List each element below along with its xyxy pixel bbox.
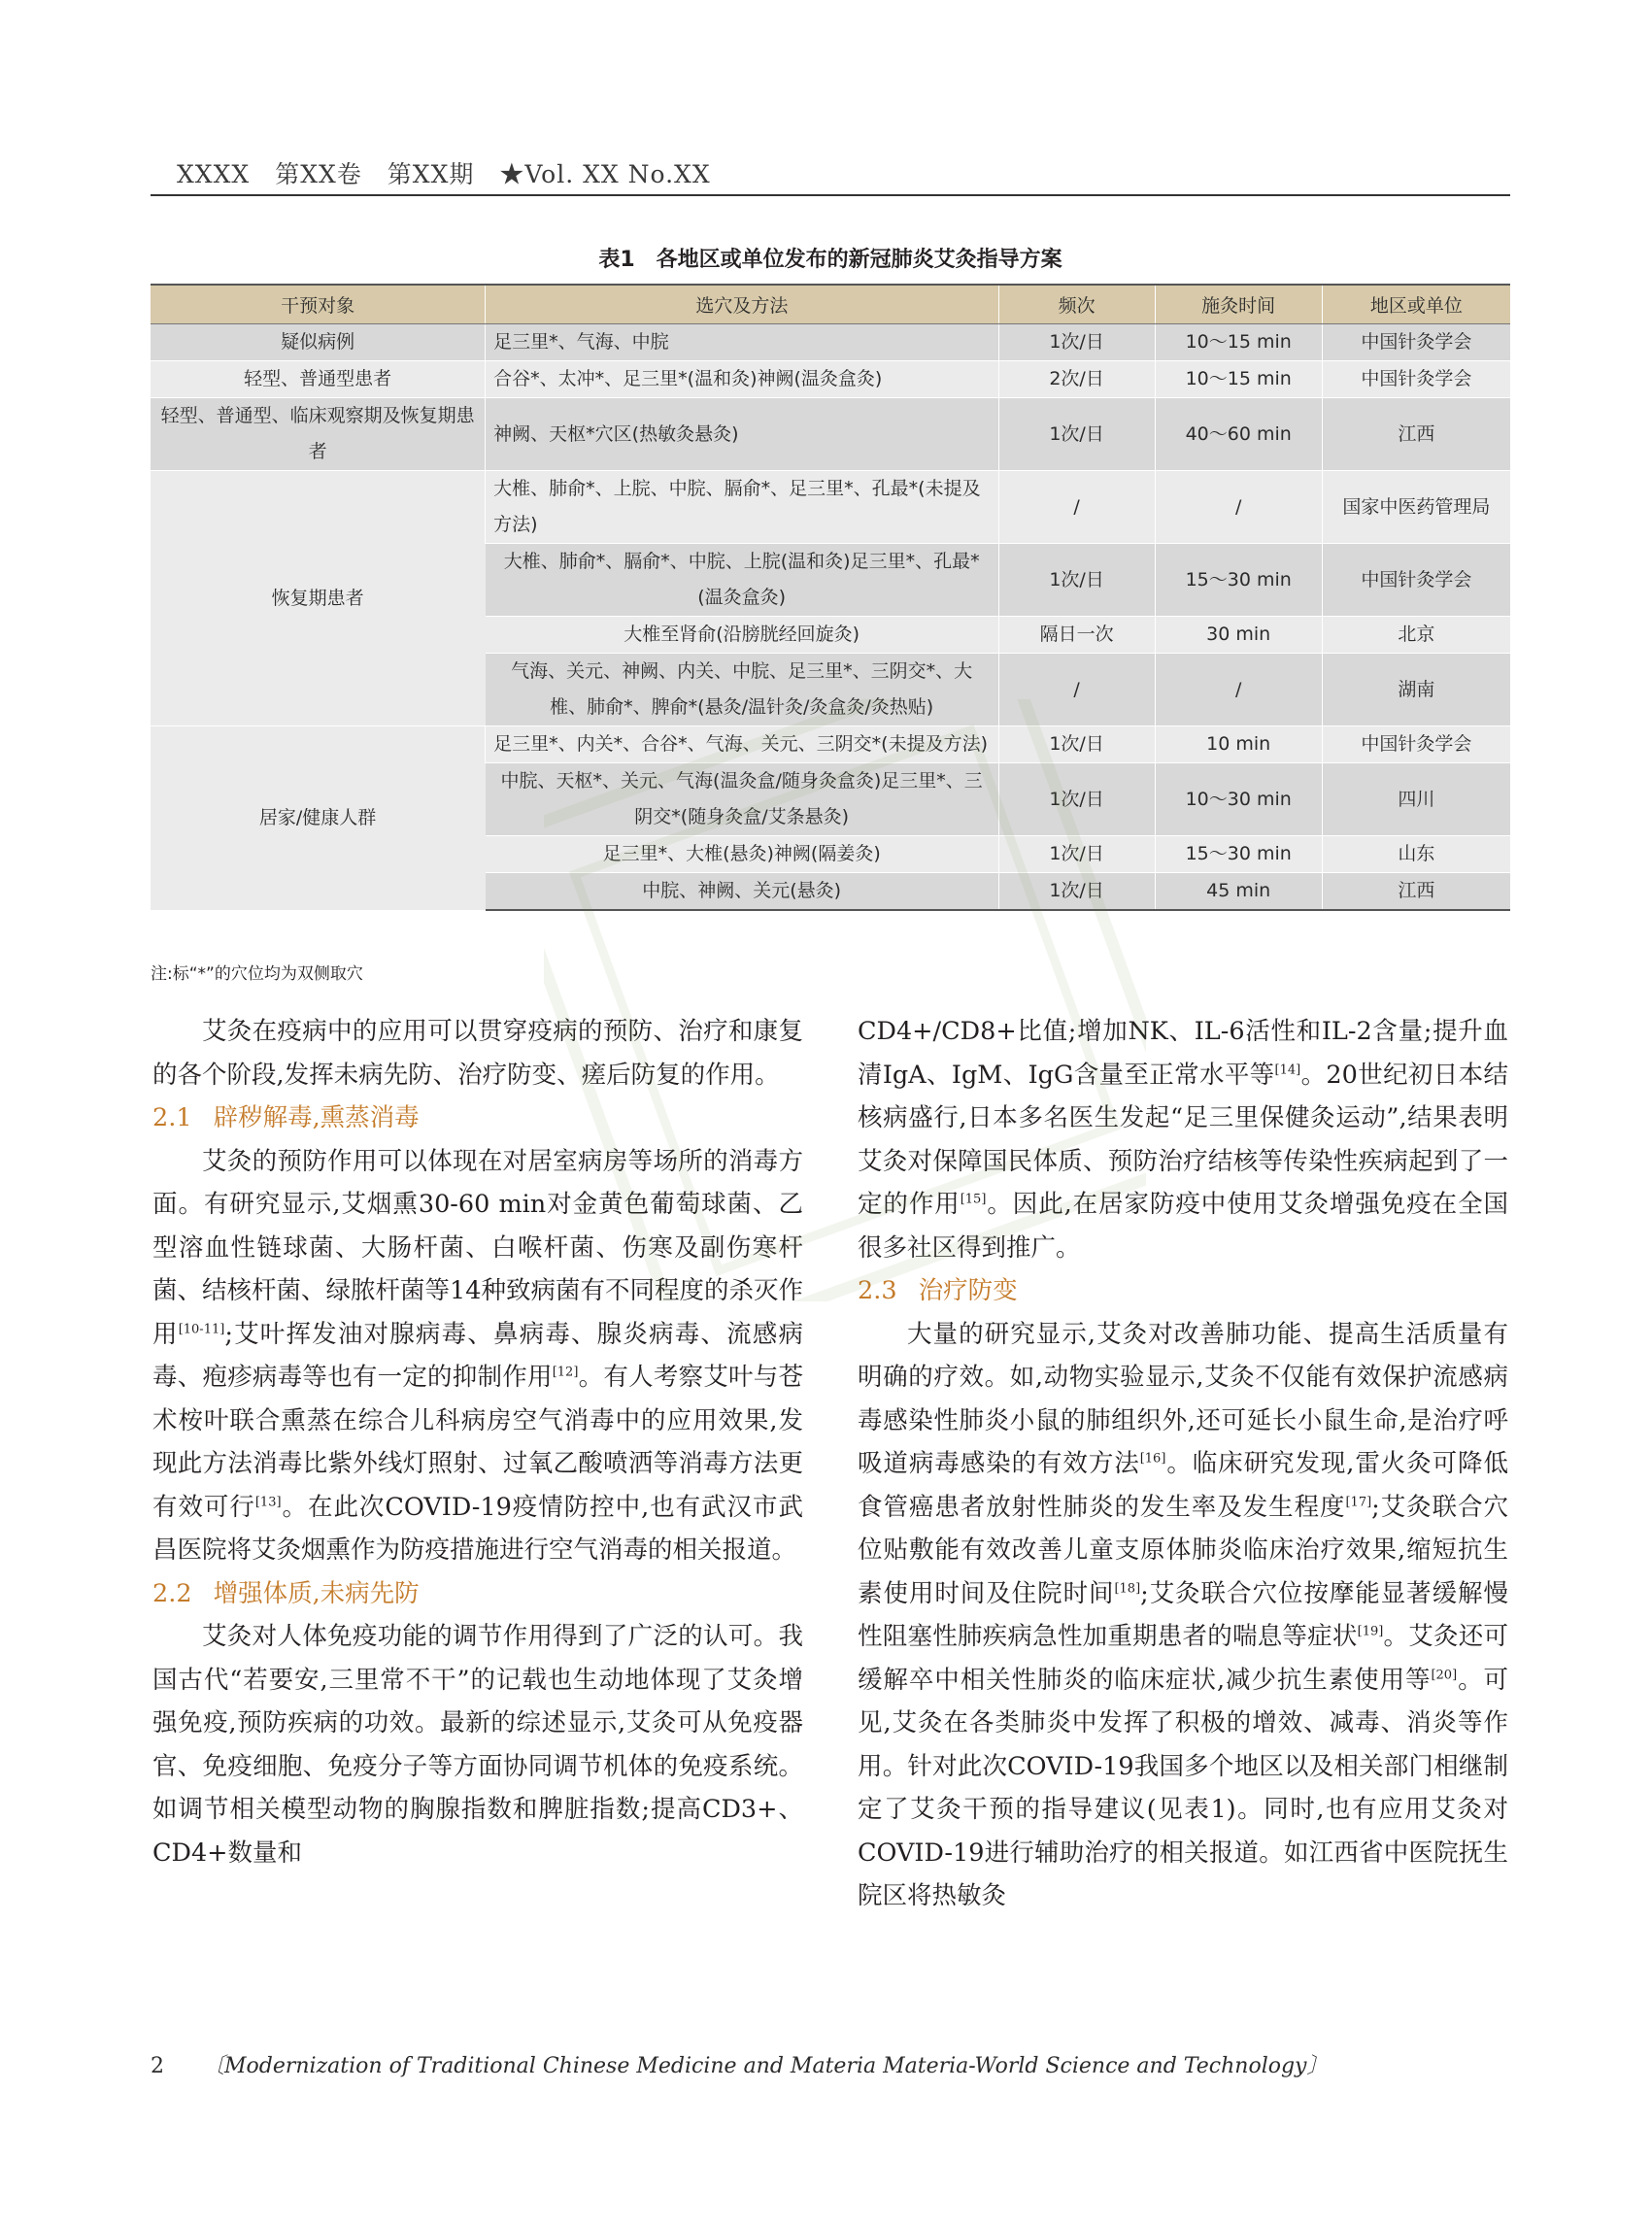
cell-frequency: 1次/日 (998, 873, 1155, 911)
right-column (858, 1010, 1508, 1918)
text-run: CD4+/CD8+比值;增加NK、IL-6活性和IL-2含量;提升血清IgA、IgM、IgG含量至正常水平等 (858, 1017, 1508, 1090)
cell-region: 中国针灸学会 (1322, 324, 1510, 361)
table-caption: 表1 各地区或单位发布的新冠肺炎艾灸指导方案 (598, 248, 1062, 272)
text-run: 。艾灸还可缓解卒中相关性肺炎的临床症状,减少抗生素使用等 (858, 1622, 1508, 1695)
section-heading-2-3 (858, 1269, 1508, 1313)
citation: [10-11] (178, 1322, 225, 1336)
citation: [13] (254, 1495, 282, 1509)
page-footer (151, 2049, 1328, 2079)
citation: [17] (1345, 1495, 1372, 1509)
table-row (151, 324, 1510, 361)
cell-method: 大椎、肺俞*、膈俞*、中脘、上脘(温和灸)足三里*、孔最*(温灸盒灸) (486, 544, 999, 617)
cell-target: 疑似病例 (151, 324, 486, 361)
table-row (151, 471, 1510, 544)
cell-frequency: 隔日一次 (998, 617, 1155, 654)
cell-method: 神阙、天枢*穴区(热敏灸悬灸) (486, 398, 999, 471)
cell-frequency: 1次/日 (998, 836, 1155, 873)
section-title: 增强体质,未病先防 (213, 1578, 420, 1608)
page-number: 2 (151, 2054, 164, 2078)
cell-duration: / (1155, 471, 1322, 544)
text-run: 。20世纪初日本结核病盛行,日本多名医生发起“足三里保健灸运动”,结果表明艾灸对保障国民体质、预防治疗结核等传染性疾病起到了一定的作用 (858, 1060, 1508, 1219)
cell-target: 居家/健康人群 (151, 726, 486, 911)
cell-duration: 15～30 min (1155, 544, 1322, 617)
table-note: 注:标“*”的穴位均为双侧取穴 (151, 964, 363, 984)
section-number: 2.1 (152, 1103, 192, 1132)
citation: [14] (1274, 1062, 1301, 1077)
left-column (152, 1010, 803, 1874)
section-heading-2-2 (152, 1572, 803, 1616)
cell-region: 江西 (1322, 398, 1510, 471)
section-title: 治疗防变 (918, 1276, 1018, 1305)
cell-region: 北京 (1322, 617, 1510, 654)
cell-region: 国家中医药管理局 (1322, 471, 1510, 544)
paragraph-2-2: 艾灸对人体免疫功能的调节作用得到了广泛的认可。我国古代“若要安,三里常不干”的记载也生动地体现了艾灸增强免疫,预防疾病的功效。最新的综述显示,艾灸可从免疫器官、免疫细胞、免疫分子等方面协同调节机体的免疫系统。如调节相关模型动物的胸腺指数和脾脏指数;提高CD3+、CD4+数量和 (152, 1622, 803, 1868)
text-run: ;艾灸联合穴位贴敷能有效改善儿童支原体肺炎临床治疗效果,缩短抗生素使用时间及住院时间 (858, 1492, 1508, 1608)
table-row (151, 726, 1510, 763)
cell-method: 大椎、肺俞*、上脘、中脘、膈俞*、足三里*、孔最*(未提及方法) (486, 471, 999, 544)
table-row (151, 398, 1510, 471)
text-run: 大量的研究显示,艾灸对改善肺功能、提高生活质量有明确的疗效。如,动物实验显示,艾灸不仅能有效保护流感病毒感染性肺炎小鼠的肺组织外,还可延长小鼠生命,是治疗呼吸道病毒感染的有效方法 (858, 1319, 1508, 1478)
cell-frequency: 1次/日 (998, 726, 1155, 763)
cell-duration: 10～30 min (1155, 763, 1322, 836)
cell-duration: / (1155, 654, 1322, 726)
header-rule (151, 194, 1510, 196)
text-run: 艾灸的预防作用可以体现在对居室病房等场所的消毒方面。有研究显示,艾烟熏30-60 min对金黄色葡萄球菌、乙型溶血性链球菌、大肠杆菌、白喉杆菌、伤寒及副伤寒杆菌、结核杆菌、绿脓杆菌等14种致病菌有不同程度的杀灭作用 (152, 1146, 803, 1349)
cell-frequency: 1次/日 (998, 324, 1155, 361)
cell-region: 中国针灸学会 (1322, 726, 1510, 763)
cell-duration: 45 min (1155, 873, 1322, 911)
paragraph-2-2-cont (858, 1010, 1508, 1269)
table-header-row (151, 285, 1510, 324)
text-run: 。因此,在居家防疫中使用艾灸增强免疫在全国很多社区得到推广。 (858, 1190, 1508, 1263)
cell-region: 江西 (1322, 873, 1510, 911)
text-run: ;艾叶挥发油对腺病毒、鼻病毒、腺炎病毒、流感病毒、疱疹病毒等也有一定的抑制作用 (152, 1319, 803, 1392)
col-header-method: 选穴及方法 (486, 285, 999, 324)
cell-frequency: 1次/日 (998, 398, 1155, 471)
cell-region: 四川 (1322, 763, 1510, 836)
cell-region: 湖南 (1322, 654, 1510, 726)
cell-region: 中国针灸学会 (1322, 544, 1510, 617)
cell-region: 中国针灸学会 (1322, 361, 1510, 398)
text-run: 。有人考察艾叶与苍术桉叶联合熏蒸在综合儿科病房空气消毒中的应用效果,发现此方法消毒比紫外线灯照射、过氧乙酸喷洒等消毒方法更有效可行 (152, 1363, 803, 1522)
cell-region: 山东 (1322, 836, 1510, 873)
citation: [12] (552, 1365, 579, 1380)
section-heading-2-1 (152, 1096, 803, 1140)
cell-method: 足三里*、气海、中脘 (486, 324, 999, 361)
cell-method: 中脘、神阙、关元(悬灸) (486, 873, 999, 911)
cell-duration: 40～60 min (1155, 398, 1322, 471)
cell-method: 足三里*、内关*、合谷*、气海、关元、三阴交*(未提及方法) (486, 726, 999, 763)
cell-method: 足三里*、大椎(悬灸)神阙(隔姜灸) (486, 836, 999, 873)
cell-duration: 30 min (1155, 617, 1322, 654)
col-header-frequency: 频次 (998, 285, 1155, 324)
paragraph-2-3 (858, 1313, 1508, 1918)
text-run: 。临床研究发现,雷火灸可降低食管癌患者放射性肺炎的发生率及发生程度 (858, 1449, 1508, 1522)
cell-frequency: 1次/日 (998, 763, 1155, 836)
citation: [16] (1139, 1451, 1166, 1467)
cell-duration: 10～15 min (1155, 324, 1322, 361)
citation: [15] (960, 1192, 987, 1207)
citation: [18] (1114, 1581, 1141, 1596)
intro-paragraph: 艾灸在疫病中的应用可以贯穿疫病的预防、治疗和康复的各个阶段,发挥未病先防、治疗防变、瘥后防复的作用。 (152, 1017, 803, 1090)
cell-target: 轻型、普通型患者 (151, 361, 486, 398)
col-header-region: 地区或单位 (1322, 285, 1510, 324)
cell-frequency: 2次/日 (998, 361, 1155, 398)
cell-method: 合谷*、太冲*、足三里*(温和灸)神阙(温灸盒灸) (486, 361, 999, 398)
citation: [19] (1357, 1624, 1384, 1639)
cell-method: 大椎至肾俞(沿膀胱经回旋灸) (486, 617, 999, 654)
cell-method: 中脘、天枢*、关元、气海(温灸盒/随身灸盒灸)足三里*、三阴交*(随身灸盒/艾条悬灸) (486, 763, 999, 836)
text-run: 。在此次COVID-19疫情防控中,也有武汉市武昌医院将艾灸烟熏作为防疫措施进行空气消毒的相关报道。 (152, 1492, 803, 1565)
running-head: XXXX 第XX卷 第XX期 ★Vol. XX No.XX (177, 160, 711, 188)
col-header-duration: 施灸时间 (1155, 285, 1322, 324)
cell-duration: 15～30 min (1155, 836, 1322, 873)
cell-duration: 10～15 min (1155, 361, 1322, 398)
text-run: 。可见,艾灸在各类肺炎中发挥了积极的增效、减毒、消炎等作用。针对此次COVID-19我国多个地区以及相关部门相继制定了艾灸干预的指导建议(见表1)。同时,也有应用艾灸对COVID-19进行辅助治疗的相关报道。如江西省中医院抚生院区将热敏灸 (858, 1665, 1508, 1910)
citation: [20] (1431, 1668, 1458, 1682)
table-row (151, 361, 1510, 398)
cell-duration: 10 min (1155, 726, 1322, 763)
cell-frequency: / (998, 471, 1155, 544)
section-number: 2.3 (858, 1276, 897, 1305)
journal-name: 〔Modernization of Traditional Chinese Medicine and Materia Materia-World Science and Technology〕 (203, 2054, 1329, 2078)
cell-frequency: / (998, 654, 1155, 726)
section-number: 2.2 (152, 1578, 192, 1608)
cell-target: 轻型、普通型、临床观察期及恢复期患者 (151, 398, 486, 471)
section-title: 辟秽解毒,熏蒸消毒 (213, 1103, 420, 1132)
cell-frequency: 1次/日 (998, 544, 1155, 617)
guidance-table (151, 284, 1510, 911)
col-header-target: 干预对象 (151, 285, 486, 324)
paragraph-2-1 (152, 1140, 803, 1572)
text-run: ;艾灸联合穴位按摩能显著缓解慢性阻塞性肺疾病急性加重期患者的喘息等症状 (858, 1578, 1508, 1651)
cell-target: 恢复期患者 (151, 471, 486, 726)
cell-method: 气海、关元、神阙、内关、中脘、足三里*、三阴交*、大椎、肺俞*、脾俞*(悬灸/温针灸/灸盒灸/灸热贴) (486, 654, 999, 726)
